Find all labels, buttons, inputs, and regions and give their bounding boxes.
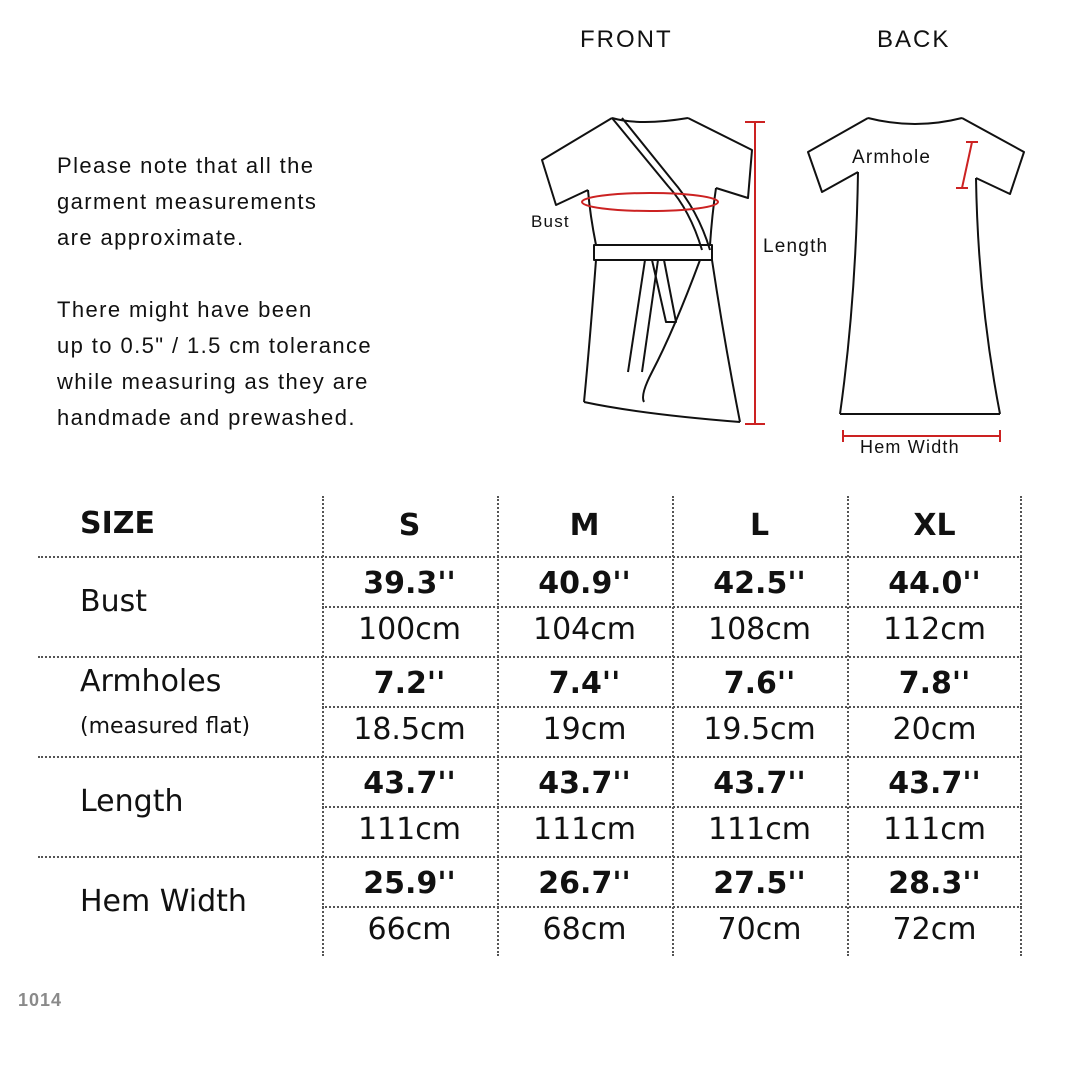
length-label: Length [763,236,829,257]
measurement-inches: 43.7'' [713,766,806,801]
table-column-divider [1020,496,1022,956]
bust-label: Bust [531,212,570,231]
measurement-cm: 19.5cm [703,712,816,747]
note-line: are approximate. [57,225,245,250]
table-divider [38,856,1022,858]
measurement-cm: 19cm [542,712,627,747]
measurement-cm: 111cm [883,812,986,847]
measurement-cm: 72cm [892,912,977,947]
armhole-label: Armhole [852,147,932,168]
measurement-inches: 7.6'' [723,666,796,701]
armhole-measure-line [962,142,972,188]
row-label: Bust [80,584,147,619]
table-column-divider [847,496,849,956]
image-id-text: 1014 [18,990,63,1010]
measurement-inches: 43.7'' [538,766,631,801]
back-view-label: BACK [877,26,951,53]
note-line: There might have been [57,297,313,322]
size-column-header: XL [913,508,956,543]
row-label: Hem Width [80,884,247,919]
measurement-inches: 25.9'' [363,866,456,901]
measurement-cm: 112cm [883,612,986,647]
size-header: SIZE [80,506,156,541]
row-label: Length [80,784,184,819]
measurement-cm: 111cm [708,812,811,847]
measurement-cm: 18.5cm [353,712,466,747]
measurement-cm: 68cm [542,912,627,947]
measurement-inches: 7.2'' [373,666,446,701]
measurement-inches: 43.7'' [888,766,981,801]
measurement-cm: 66cm [367,912,452,947]
size-column-header: L [749,508,770,543]
measurement-inches: 26.7'' [538,866,631,901]
note-line: handmade and prewashed. [57,405,356,430]
measurement-inches: 42.5'' [713,566,806,601]
measurement-inches: 7.4'' [548,666,621,701]
table-column-divider [322,496,324,956]
measurement-cm: 104cm [533,612,636,647]
table-column-divider [497,496,499,956]
size-column-header: S [398,508,421,543]
measurement-inches: 40.9'' [538,566,631,601]
measurement-cm: 20cm [892,712,977,747]
front-view-label: FRONT [580,26,673,53]
garment-diagram [520,100,1040,470]
bust-measure-line [582,193,718,211]
note-line: up to 0.5" / 1.5 cm tolerance [57,333,373,358]
approximation-note [57,148,317,256]
table-divider [38,656,1022,658]
row-label: Armholes [80,664,222,699]
table-divider [38,556,1022,558]
measurement-cm: 111cm [358,812,461,847]
measurement-inches: 28.3'' [888,866,981,901]
measurement-inches: 7.8'' [898,666,971,701]
table-column-divider [672,496,674,956]
measurement-cm: 100cm [358,612,461,647]
size-column-header: M [569,508,600,543]
length-measure-line [745,122,765,424]
measurement-inches: 39.3'' [363,566,456,601]
measurement-cm: 70cm [717,912,802,947]
note-line: while measuring as they are [57,369,369,394]
note-line: garment measurements [57,189,318,214]
table-divider [38,756,1022,758]
hem-width-label: Hem Width [860,437,960,457]
measurement-inches: 27.5'' [713,866,806,901]
measurement-inches: 43.7'' [363,766,456,801]
size-chart-table [38,496,1022,956]
measurement-cm: 111cm [533,812,636,847]
row-sublabel: (measured flat) [80,714,251,739]
measurement-cm: 108cm [708,612,811,647]
measurement-inches: 44.0'' [888,566,981,601]
note-line: Please note that all the [57,153,315,178]
tolerance-note [57,292,372,436]
front-dress-illustration [542,118,752,422]
